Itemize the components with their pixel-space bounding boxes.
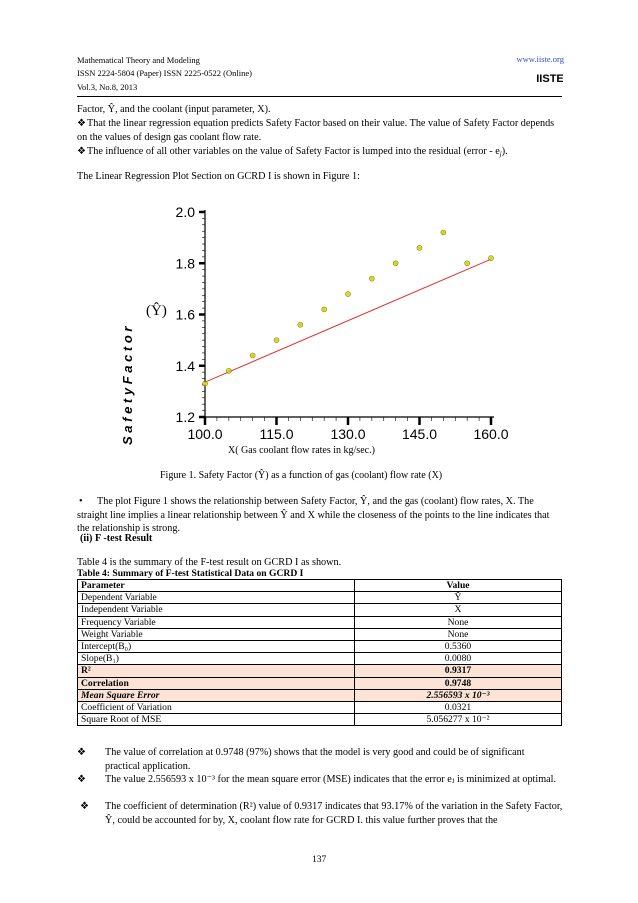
intro-line: Factor, Ŷ, and the coolant (input parameter, X).	[77, 104, 271, 115]
x-tick-label: 145.0	[401, 426, 438, 442]
parameter-cell: Square Root of MSE	[78, 714, 355, 726]
table-header-row	[78, 580, 562, 592]
diamond-bullet-icon: ❖	[77, 747, 87, 758]
journal-name: Mathematical Theory and Modeling	[77, 55, 200, 65]
table-row	[78, 628, 562, 640]
table-row	[78, 641, 562, 653]
table-row	[78, 677, 562, 689]
table-row	[78, 689, 562, 701]
diamond-bullet-icon: ❖	[77, 146, 87, 157]
data-point-fill	[275, 338, 278, 341]
data-point-fill	[442, 231, 445, 234]
parameter-cell: R²	[78, 665, 355, 677]
conclusion-2: ❖ The value 2.556593 x 10⁻³ for the mean square error (MSE) indicates that the error eⱼ is minimized at optimal.	[77, 774, 557, 785]
value-cell: 0.9317	[355, 665, 562, 677]
value-cell: Value	[355, 580, 562, 592]
value-cell: 0.0080	[355, 653, 562, 665]
parameter-cell: Independent Variable	[78, 604, 355, 616]
y-axis-symbol: (Ŷ)	[146, 303, 167, 319]
diamond-bullet-icon: ❖	[77, 774, 87, 785]
table-row	[78, 665, 562, 677]
bullet-icon: •	[79, 496, 83, 507]
x-tick-label: 160.0	[473, 426, 509, 442]
table-row	[78, 702, 562, 714]
table-intro: Table 4 is the summary of the F-test result on GCRD I as shown.	[77, 557, 342, 568]
value-cell: 0.0321	[355, 702, 562, 714]
plot-explanation: • The plot Figure 1 shows the relationship between Safety Factor, Ŷ, and the gas (coolant) flow rates, X. The straight line implies a linear relationship between Ŷ and X while the closeness of the points to the line indicates that the relationship is strong.	[77, 496, 550, 534]
data-point-fill	[346, 292, 349, 295]
table-row	[78, 592, 562, 604]
parameter-cell: Slope(B₁)	[78, 653, 355, 665]
diamond-bullet-icon: ❖	[80, 801, 90, 812]
x-tick-label: 115.0	[259, 426, 294, 442]
intro-bullet-2: ❖The influence of all other variables on the value of Safety Factor is lumped into the residual (error - ej).	[77, 146, 508, 158]
parameter-cell: Mean Square Error	[78, 689, 355, 701]
conclusion-1: ❖ The value of correlation at 0.9748 (97%) shows that the model is very good and could be of significant practical application.	[77, 747, 525, 772]
y-tick-label: 2.0	[175, 204, 195, 220]
y-tick-label: 1.2	[175, 409, 195, 425]
header-rule	[77, 96, 562, 97]
figure-caption: Figure 1. Safety Factor (Ŷ) as a function of gas (coolant) flow rate (X)	[160, 470, 443, 481]
parameter-cell: Parameter	[78, 580, 355, 592]
conclusion-3: ❖ The coefficient of determination (R²) value of 0.9317 indicates that 93.17% of the variation in the Safety Factor, Ŷ, could be accounted for by, X, coolant flow rate for GCRD I. this value further proves that the	[80, 801, 563, 826]
value-cell: Ŷ	[355, 592, 562, 604]
iiste-logo	[537, 68, 563, 86]
data-point-fill	[394, 262, 397, 265]
regression-line	[205, 259, 491, 382]
value-cell: 2.556593 x 10⁻³	[355, 689, 562, 701]
x-tick-label: 130.0	[330, 426, 366, 442]
data-point-fill	[322, 308, 325, 311]
table-container	[77, 568, 562, 726]
table-row	[78, 604, 562, 616]
journal-url-link[interactable]: www.iiste.org	[516, 54, 564, 64]
logo-text: IISTE	[537, 73, 563, 85]
data-point-fill	[227, 369, 230, 372]
value-cell: None	[355, 616, 562, 628]
data-point-fill	[203, 382, 206, 385]
value-cell: None	[355, 628, 562, 640]
table-row	[78, 653, 562, 665]
page-number: 137	[312, 855, 327, 865]
data-point-fill	[251, 354, 254, 357]
issn-line: ISSN 2224-5804 (Paper) ISSN 2225-0522 (Online)	[77, 68, 252, 78]
x-tick-label: 100.0	[187, 426, 223, 442]
diamond-bullet-icon: ❖	[77, 118, 87, 129]
value-cell: 5.056277 x 10⁻²	[355, 714, 562, 726]
volume-line: Vol.3, No.8, 2013	[77, 82, 138, 92]
data-point-fill	[370, 277, 373, 280]
table-row	[78, 714, 562, 726]
y-tick-label: 1.6	[175, 306, 195, 323]
parameter-cell: Coefficient of Variation	[78, 702, 355, 714]
parameter-cell: Intercept(B₀)	[78, 641, 355, 653]
plot-intro: The Linear Regression Plot Section on GCRD I is shown in Figure 1:	[77, 171, 360, 182]
table-title: Table 4: Summary of F-test Statistical Data on GCRD I	[77, 568, 304, 579]
section-heading: (ii) F -test Result	[80, 533, 153, 544]
data-point-fill	[418, 246, 421, 249]
y-axis-label: S a f e t y F a c t o r	[120, 326, 135, 445]
value-cell: X	[355, 604, 562, 616]
value-cell: 0.5360	[355, 641, 562, 653]
value-cell: 0.9748	[355, 677, 562, 689]
parameter-cell: Dependent Variable	[78, 592, 355, 604]
data-point-fill	[465, 262, 468, 265]
parameter-cell: Frequency Variable	[78, 616, 355, 628]
parameter-cell: Weight Variable	[78, 628, 355, 640]
parameter-cell: Correlation	[78, 677, 355, 689]
x-axis-label: X( Gas coolant flow rates in kg/sec.)	[228, 445, 375, 456]
data-point-fill	[489, 256, 492, 259]
scatter-chart	[110, 195, 530, 465]
ftest-table	[77, 579, 562, 726]
data-point-fill	[299, 323, 302, 326]
y-tick-label: 1.8	[175, 255, 195, 272]
y-tick-label: 1.4	[175, 357, 195, 374]
table-row	[78, 616, 562, 628]
intro-bullet-1: ❖That the linear regression equation predicts Safety Factor based on their value. The value of Safety Factor depends on the values of design gas coolant flow rate.	[77, 118, 555, 143]
